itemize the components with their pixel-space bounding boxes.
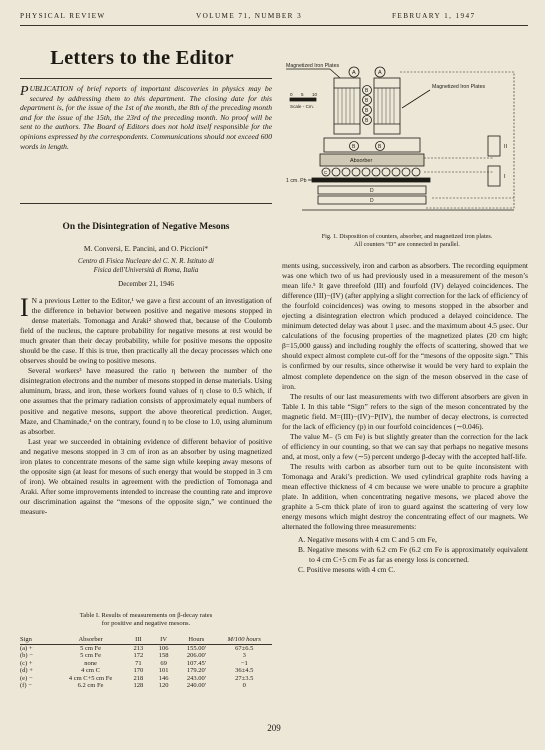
counter-B6-label: B bbox=[378, 144, 382, 150]
cell-hours: 243.00' bbox=[186, 674, 206, 682]
cell-absorber: 4 cm C+5 cm Fe bbox=[68, 674, 113, 682]
paragraph-2: Several workers³ have measured the ratio η between the number of the disintegration electrons and the number of mesons stopped in dense materials. Using aluminum, brass, and iron, these workers found values of η close to 0.5 which, if one assumes that the primary radiation consists of approximately equal numbers of positive and negative mesons, support the above theoretical prediction. Auger, Maze, and Chaminade,⁴ on the contrary, found η to be close to 1.0, using aluminum as absorber. bbox=[20, 366, 272, 436]
scale-tick-5: 5 bbox=[301, 92, 304, 97]
table-header-row bbox=[20, 635, 272, 645]
cell-iv: 69 bbox=[160, 659, 167, 667]
header-rule bbox=[20, 25, 528, 26]
col-sign: Sign bbox=[20, 635, 55, 645]
right-column bbox=[282, 261, 528, 575]
counter-A-left-label: A bbox=[352, 70, 356, 76]
paragraph-1 bbox=[20, 293, 272, 366]
cell-iv: 120 bbox=[158, 682, 169, 690]
col-m: M/100 hours bbox=[217, 635, 272, 645]
cell-iv: 146 bbox=[158, 674, 169, 682]
counter-D-upper-label: D bbox=[370, 188, 374, 194]
cell-iv: 101 bbox=[158, 667, 169, 675]
table-row bbox=[20, 660, 272, 667]
paragraph-4: ments using, successively, iron and carbon as absorbers. The recording equipment was one which two of us had previously used in a measurement of the meson’s mean life.⁵ It gave threefold (III) and fourfold (IV) delayed coincidences. The difference (III)−(IV) (after applying a slight correction for the lack of efficiency of the fourfold coincidences) was owing to mesons stopped in the absorber and ejecting a disintegration electron which produced a delayed coincidence. The minimum detected delay was about 1 μsec. and the maximum about 4.5 μsec. Our calculations of the focusing properties of the magnetized plates (20 cm high; β=15,000 gauss) and including roughly the effects of scattering, showed that we should expect almost complete cut-off for the “mesons of the opposite sign.” This is confirmed by our results, since otherwise it would be very hard to explain the almost complete dependence on the sign of the meson observed in the case of iron. bbox=[282, 261, 528, 391]
cell-hours: 206.00' bbox=[186, 652, 206, 660]
figure-caption-line-1: Fig. 1. Disposition of counters, absorber, and magnetized iron plates. bbox=[321, 233, 493, 240]
cell-iii: 128 bbox=[133, 682, 144, 690]
cell-sign: (e) − bbox=[20, 674, 33, 682]
table-caption-line-2: for positive and negative mesons. bbox=[101, 620, 191, 627]
cell-absorber: none bbox=[84, 659, 97, 667]
circuit-box-II bbox=[488, 136, 500, 156]
paragraph-1-text: N a previous Letter to the Editor,¹ we gave a first account of an investigation of the difference in behavior between positive and negative mesons stopped in dense materials. Tomonaga and Araki² showed that, because of the Coulomb field of the nucleus, the capture probability for negative mesons at rest would be much greater than their decay probability, while for positive mesons the opposite should be the case. If this is true, then practically all the decay processes which one observes should be owing to positive mesons. bbox=[20, 296, 272, 366]
scale-tick-0: 0 bbox=[290, 92, 293, 97]
cell-iii: 213 bbox=[133, 645, 144, 652]
cell-iii: 71 bbox=[135, 659, 142, 667]
list-item: B. Negative mesons with 6.2 cm Fe (6.2 cm Fe is approximately equivalent to 4 cm C+5 cm Fe as far as energy loss is concerned. bbox=[298, 545, 528, 565]
counter-B1-label: B bbox=[365, 88, 369, 94]
cell-m: 67±6.5 bbox=[235, 645, 254, 652]
article-dropcap: I bbox=[20, 293, 29, 322]
table-row bbox=[20, 645, 272, 653]
cell-m: −1 bbox=[240, 659, 248, 667]
article-date: December 21, 1946 bbox=[118, 280, 174, 288]
cell-hours: 240.00' bbox=[186, 682, 206, 690]
counter-C-row bbox=[322, 168, 420, 176]
figure-caption-line-2: All counters “D” are connected in parallel. bbox=[354, 240, 460, 248]
page-number: 209 bbox=[267, 723, 281, 733]
table-row bbox=[20, 682, 272, 689]
counter-A-right-label: A bbox=[378, 70, 382, 76]
table-caption bbox=[20, 612, 272, 628]
cell-iv: 106 bbox=[158, 645, 169, 652]
cell-m: 36±4.5 bbox=[235, 667, 254, 675]
circuit-wiring bbox=[400, 72, 514, 208]
editorial-notice bbox=[20, 84, 272, 151]
notice-text: UBLICATION of brief reports of important discoveries in physics may be secured by addressing them to this department. The closing date for this department is, for the issue of the 1st of the month, the 8th of the preceding month and for the issue of the 15th, the 23rd of the preceding month. No proof will be sent to the authors. The Board of Editors does not hold itself responsible for the opinions expressed by the correspondents. Communications should not exceed 600 words in length. bbox=[20, 84, 272, 151]
table-caption-line-1: Table I. Results of measurements on β-decay rates bbox=[79, 612, 213, 619]
counter-B2-label: B bbox=[365, 98, 369, 104]
list-item: C. Positive mesons with 4 cm C. bbox=[298, 565, 396, 575]
cell-hours: 107.45' bbox=[186, 659, 206, 667]
cell-sign: (d) + bbox=[20, 667, 33, 675]
counter-B5-label: B bbox=[352, 144, 356, 150]
cell-m: 0 bbox=[242, 682, 246, 690]
cell-m: 3 bbox=[242, 652, 246, 660]
absorber-label: Absorber bbox=[350, 158, 373, 164]
table-row bbox=[20, 652, 272, 659]
lead-label: 1 cm. Pb bbox=[286, 178, 307, 184]
results-table bbox=[20, 635, 272, 689]
col-absorber: Absorber bbox=[55, 635, 126, 645]
col-hours: Hours bbox=[176, 635, 216, 645]
counter-B4-label: B bbox=[365, 118, 369, 124]
paragraph-6: The value M₋ (5 cm Fe) is but slightly greater than the correction for the lack of efficiency in our counting, so that we can say that perhaps no negative mesons and, at most, only a few (∼5) percent undergo β-decay with the accepted half-life. bbox=[282, 431, 528, 461]
lead-plate bbox=[312, 178, 430, 182]
cell-hours: 179.20' bbox=[186, 667, 206, 675]
cell-absorber: 5 cm Fe bbox=[80, 645, 102, 652]
scale-label: Scale - Cm. bbox=[290, 104, 314, 109]
cell-iii: 218 bbox=[133, 674, 144, 682]
list-item: A. Negative mesons with 4 cm C and 5 cm Fe, bbox=[298, 535, 437, 545]
section-title: Letters to the Editor bbox=[50, 47, 234, 69]
affiliation-line-1: Centro di Fisica Nucleare del C. N. R. Istituto di bbox=[78, 257, 214, 265]
article-authors: M. Conversi, E. Pancini, and O. Piccioni* bbox=[83, 244, 209, 253]
paragraph-5: The results of our last measurements with two different absorbers are given in Table I. In this table “Sign” refers to the sign of the meson concentrated by the magnetic field. M=(III)−(IV)−P(IV), the number of decay electrons, is corrected for the lack of efficiency (p) in our fourfold coincidences (∼0.046). bbox=[282, 391, 528, 431]
figure-caption bbox=[288, 233, 526, 249]
affiliation-line-2: Fisica dell'Università di Roma, Italia bbox=[93, 265, 199, 274]
circuit-I-label: I bbox=[504, 174, 506, 180]
issue-date: FEBRUARY 1, 1947 bbox=[392, 12, 476, 20]
counter-C-label: C bbox=[324, 170, 328, 175]
cell-iv: 158 bbox=[158, 652, 169, 660]
article-title: On the Disintegration of Negative Mesons bbox=[62, 222, 230, 232]
apparatus-diagram bbox=[282, 58, 528, 230]
cell-m: 27±3.5 bbox=[235, 674, 254, 682]
label-magnetized-plates: Magnetized Iron Plates bbox=[286, 63, 340, 69]
left-column bbox=[20, 293, 272, 517]
table-row bbox=[20, 667, 272, 674]
cell-iii: 172 bbox=[133, 652, 144, 660]
cell-hours: 155.00' bbox=[186, 645, 206, 652]
journal-name: PHYSICAL REVIEW bbox=[20, 12, 106, 20]
circuit-II-label: II bbox=[504, 144, 508, 150]
notice-dropcap: P bbox=[20, 84, 29, 99]
title-rule bbox=[20, 78, 272, 79]
cell-absorber: 4 cm C bbox=[81, 667, 100, 675]
scale-tick-10: 10 bbox=[312, 92, 318, 97]
article-affiliation bbox=[20, 257, 272, 274]
cell-sign: (a) + bbox=[20, 645, 33, 652]
cell-iii: 170 bbox=[133, 667, 144, 675]
scale-bar bbox=[290, 98, 316, 101]
paragraph-7: The results with carbon as absorber turn out to be quite inconsistent with Tomonaga and Araki’s prediction. We used cylindrical graphite rods having a mean effective thickness of 4 cm because we were unable to procure a graphite plate. In addition, when concentrating negative mesons, we placed above the graphite a 5-cm thick plate of iron to guard against the scattering of very low energy mesons which might destroy the concentrating effect of our magnets. We alternated the following three measurements: bbox=[282, 461, 528, 532]
col-iii: III bbox=[126, 635, 151, 645]
cell-sign: (b) − bbox=[20, 652, 33, 660]
cell-absorber: 6.2 cm Fe bbox=[77, 682, 104, 690]
measurement-list bbox=[282, 535, 528, 575]
circuit-box-I bbox=[488, 166, 500, 186]
lower-magnet bbox=[324, 138, 420, 152]
table-row bbox=[20, 675, 272, 682]
col-iv: IV bbox=[151, 635, 176, 645]
volume-number: VOLUME 71, NUMBER 3 bbox=[196, 12, 303, 20]
notice-rule bbox=[20, 203, 272, 204]
paragraph-3: Last year we succeeded in obtaining evidence of different behavior of positive and negative mesons stopped in 3 cm of iron as an absorber by using magnetized iron plates to concentrate mesons of the same sign while keeping away mesons of the opposite sign (at least for mesons of such energy that would be stopped in 3 cm of iron). We obtained results in agreement with the prediction of Tomonaga and Araki. After some improvements intended to increase the counting rate and improve our discrimination against the “mesons of the opposite sign,” we continued the measure- bbox=[20, 436, 272, 516]
counter-B3-label: B bbox=[365, 108, 369, 114]
cell-sign: (c) + bbox=[20, 659, 33, 667]
label-magnetized-plates-right: Magnetized Iron Plates bbox=[432, 84, 486, 90]
cell-absorber: 5 cm Fe bbox=[80, 652, 102, 660]
cell-sign: (f) − bbox=[20, 682, 32, 690]
counter-D-lower-label: D bbox=[370, 198, 374, 204]
